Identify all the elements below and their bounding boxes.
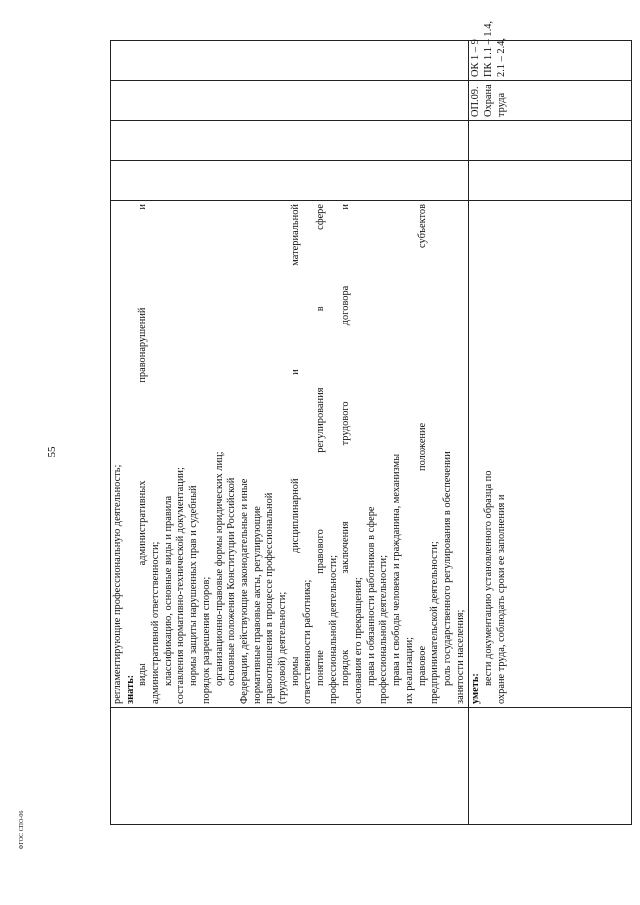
page-number: 55 [46,446,58,458]
knowledge-line: предпринимательской деятельности; [429,541,441,704]
knowledge-line: порядок заключения трудового договора и [340,204,352,686]
table-row [469,41,632,825]
knowledge-text [470,204,508,704]
table-cell-discipline [111,81,469,121]
table-cell-knowledge [111,201,469,708]
table-cell-index [469,708,632,825]
knowledge-line: занятости населения; [454,609,466,704]
table-cell-hours [111,121,469,161]
knowledge-line: их реализации; [403,636,415,704]
knowledge-line: правоотношения в процессе профессиональной [264,492,276,704]
knowledge-line: основания его прекращения; [353,577,365,704]
knowledge-line: охране труда, соблюдать сроки ее заполнения и [495,494,507,704]
knowledge-line: виды административных правонарушений и [137,204,149,686]
knowledge-line: порядок разрешения споров; [200,576,212,704]
knowledge-line: профессиональной деятельности; [327,554,339,704]
table-row [111,41,469,825]
knowledge-line: права и свободы человека и гражданина, механизмы [391,453,403,686]
table-cell-knowledge [469,201,632,708]
knowledge-line: права и обязанности работников в сфере [365,506,377,686]
knowledge-line: понятие правового регулирования в сфере [315,204,326,686]
knowledge-line: профессиональной деятельности; [378,554,390,704]
table-cell-discipline [469,81,632,121]
knowledge-line: (трудовой) деятельности; [276,591,288,704]
discipline-name: ОП.09. Охрана труда [470,84,507,117]
knowledge-line: регламентирующие профессиональную деятельность; [112,464,123,704]
competency-code: 2.1 – 2.4, [495,38,507,77]
competency-code: ОК 1 – 9 [470,39,482,77]
knowledge-line: составления нормативно-технической документации; [175,467,187,704]
knowledge-text [112,204,467,704]
knowledge-line: классификацию, основные виды и правила [162,495,174,686]
knowledge-line: роль государственного регулирования в обеспечении [441,451,453,686]
knowledge-line: административной ответственности; [150,541,162,704]
knowledge-line: Федерации, действующие законодательные и иные [238,478,250,704]
table-cell-competencies [111,41,469,81]
curriculum-table [110,21,632,825]
table-cell-index [111,708,469,825]
table-cell-hours [469,121,632,161]
knowledge-line: ответственности работника; [302,579,314,704]
knowledge-line: основные положения Конституции Российской [226,477,238,686]
table-cell-hours [469,161,632,201]
table-cell-hours [111,161,469,201]
knowledge-line: нормы защиты нарушенных прав и судебный [188,485,200,686]
table-cell-competencies [469,21,632,81]
rotated-page-content [110,21,600,825]
knowledge-line: правовое положение субъектов [416,204,428,686]
knowledge-line: вести документацию установленного образца по [482,470,494,686]
knowledge-line: знать: [124,674,136,704]
footer-code: ФГОС СПО-06 [19,810,25,850]
knowledge-line: нормативные правовые акты, регулирующие [251,506,263,704]
competency-code: ПК 1.1 – 1.4, [482,21,494,77]
competency-list [470,21,508,77]
knowledge-line: нормы дисциплинарной и материальной [289,204,301,686]
knowledge-line: организационно-правовые формы юридических лиц; [213,451,225,686]
knowledge-line: уметь: [470,673,482,704]
